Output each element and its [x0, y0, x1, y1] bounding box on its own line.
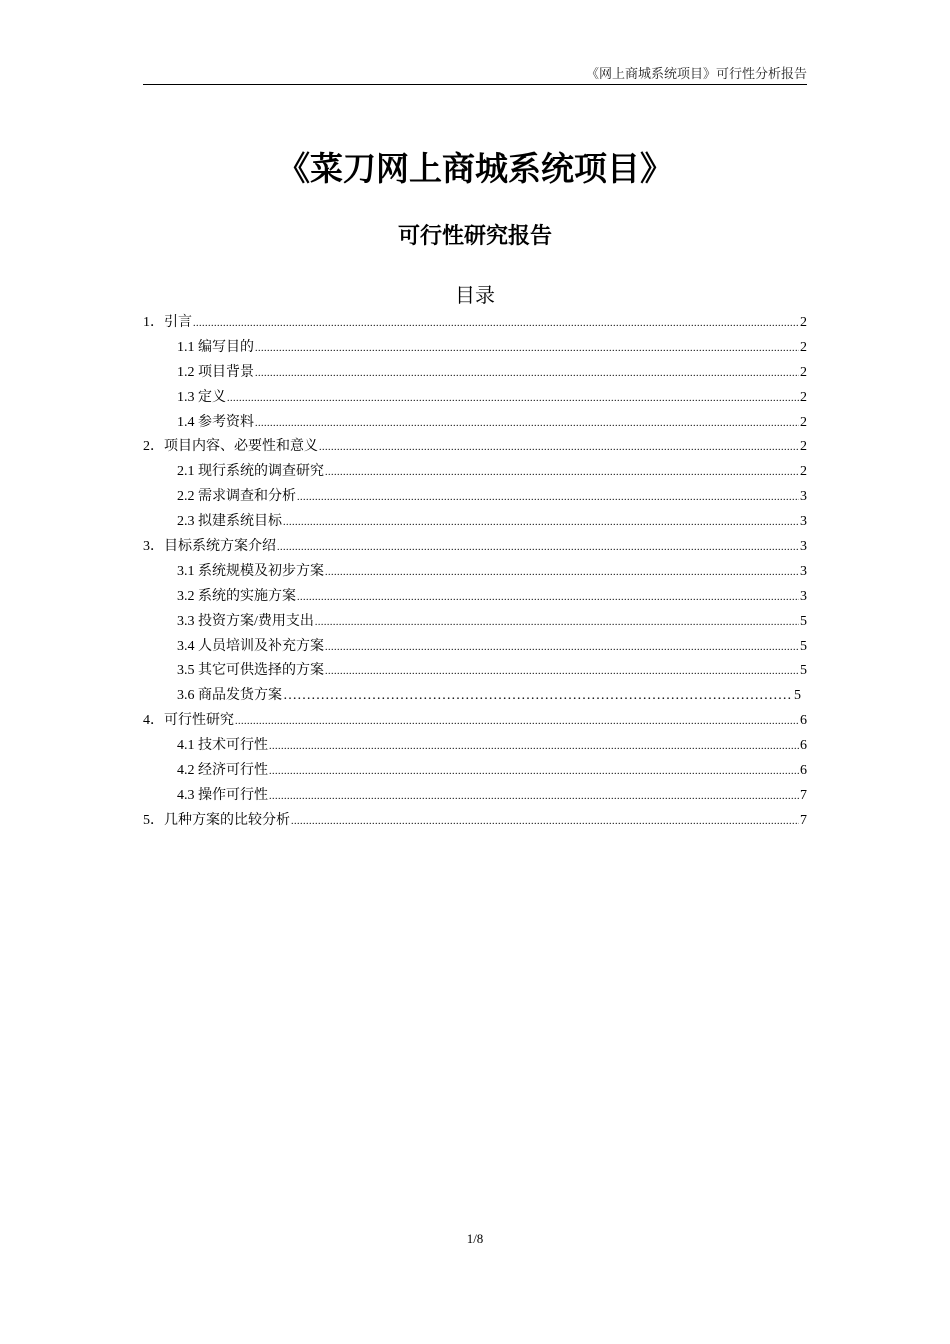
- toc-entry-page: 2: [800, 364, 807, 380]
- toc-entry-2-1[interactable]: [143, 460, 807, 485]
- toc-entry-label: 4.1 技术可行性: [177, 738, 268, 754]
- toc-entry-page: 5: [800, 663, 807, 679]
- toc-leader-dots: [297, 486, 799, 511]
- toc-entry-label: 4.2 经济可行性: [177, 763, 268, 779]
- toc-leader-dots: [325, 660, 799, 685]
- toc-entry-label: 1.4 参考资料: [177, 414, 254, 430]
- toc-entry-1-2[interactable]: [143, 361, 807, 386]
- toc-entry-label: 3.1 系统规模及初步方案: [177, 563, 324, 579]
- toc-entry-page: 2: [800, 439, 807, 455]
- toc-entry-2-3[interactable]: [143, 510, 807, 535]
- toc-entry-2[interactable]: [143, 435, 807, 460]
- toc-leader-dots: [325, 561, 799, 586]
- toc-entry-label: 3.5 其它可供选择的方案: [177, 663, 324, 679]
- toc-entry-page: 7: [800, 812, 807, 828]
- toc-leader-dots: [277, 536, 799, 561]
- toc-leader-dots: [255, 412, 799, 437]
- toc-entry-page: 6: [800, 738, 807, 754]
- toc-leader-dots: [235, 710, 799, 735]
- toc-entry-label: 1.1 编写目的: [177, 339, 254, 355]
- toc-leader-dots: [269, 760, 799, 785]
- toc-entry-1-4[interactable]: [143, 411, 807, 436]
- toc-leader-dots: [325, 636, 799, 661]
- toc-entry-label: 4．可行性研究: [143, 713, 234, 729]
- toc-leader-dots: [227, 387, 799, 412]
- toc-entry-page: 2: [800, 339, 807, 355]
- toc-leader-dots: [283, 511, 799, 536]
- toc-entry-label: 3．目标系统方案介绍: [143, 539, 276, 555]
- toc-leader-dots: [255, 337, 799, 362]
- toc-leader-dots: [269, 785, 799, 810]
- toc-entry-page: 5: [794, 688, 801, 704]
- toc-leader-dots: [315, 611, 799, 636]
- toc-leader-dots: [283, 684, 793, 709]
- toc-entry-label: 1.3 定义: [177, 389, 226, 405]
- toc-entry-page: 2: [800, 315, 807, 330]
- running-header: 《网上商城系统项目》可行性分析报告: [585, 66, 807, 81]
- toc-entry-5[interactable]: [143, 809, 807, 834]
- toc-entry-label: 2.3 拟建系统目标: [177, 514, 282, 530]
- toc-entry-label: 5．几种方案的比较分析: [143, 812, 290, 828]
- toc-entry-page: 3: [800, 539, 807, 555]
- toc-entry-3-5[interactable]: [143, 659, 807, 684]
- toc-entry-4-3[interactable]: [143, 784, 807, 809]
- toc-entry-page: 6: [800, 763, 807, 779]
- page-number: 1/8: [466, 1231, 484, 1246]
- toc-entry-page: 3: [800, 563, 807, 579]
- document-subtitle: 可行性研究报告: [397, 224, 552, 249]
- toc-entry-4[interactable]: [143, 709, 807, 734]
- toc-entry-page: 2: [800, 414, 807, 430]
- toc-heading: 目录: [455, 283, 495, 307]
- toc-entry-page: 5: [800, 638, 807, 654]
- toc-entry-3-4[interactable]: [143, 635, 807, 660]
- toc-entry-page: 3: [800, 489, 807, 505]
- toc-entry-1[interactable]: [143, 311, 807, 336]
- toc-leader-dots: [193, 312, 799, 337]
- toc-entry-page: 6: [800, 713, 807, 729]
- toc-entry-3-6[interactable]: [143, 684, 801, 709]
- toc-entry-label: 3.3 投资方案/费用支出: [177, 613, 314, 629]
- toc-leader-dots: [269, 735, 799, 760]
- toc-entry-3-1[interactable]: [143, 560, 807, 585]
- toc-entry-page: 3: [800, 588, 807, 604]
- toc-leader-dots: [325, 461, 799, 486]
- toc-entry-label: 2．项目内容、必要性和意义: [143, 439, 318, 455]
- header-divider: [143, 84, 807, 85]
- table-of-contents: [143, 311, 807, 834]
- toc-entry-label: 4.3 操作可行性: [177, 787, 268, 803]
- toc-leader-dots: [255, 362, 799, 387]
- toc-entry-1-3[interactable]: [143, 386, 807, 411]
- toc-entry-page: 3: [800, 514, 807, 530]
- toc-entry-label: 1．引言: [143, 315, 192, 330]
- toc-entry-page: 7: [800, 787, 807, 803]
- document-title: 《菜刀网上商城系统项目》: [277, 149, 673, 188]
- toc-entry-4-2[interactable]: [143, 759, 807, 784]
- toc-entry-page: 2: [800, 464, 807, 480]
- toc-entry-3-3[interactable]: [143, 610, 807, 635]
- toc-entry-page: 5: [800, 613, 807, 629]
- toc-leader-dots: [291, 810, 799, 835]
- toc-entry-2-2[interactable]: [143, 485, 807, 510]
- toc-leader-dots: [297, 586, 799, 611]
- toc-entry-label: 3.2 系统的实施方案: [177, 588, 296, 604]
- toc-entry-label: 3.4 人员培训及补充方案: [177, 638, 324, 654]
- toc-entry-label: 2.2 需求调查和分析: [177, 489, 296, 505]
- toc-entry-label: 1.2 项目背景: [177, 364, 254, 380]
- toc-entry-label: 2.1 现行系统的调查研究: [177, 464, 324, 480]
- toc-leader-dots: [319, 436, 799, 461]
- toc-entry-4-1[interactable]: [143, 734, 807, 759]
- toc-entry-label: 3.6 商品发货方案: [177, 688, 282, 704]
- toc-entry-3-2[interactable]: [143, 585, 807, 610]
- toc-entry-1-1[interactable]: [143, 336, 807, 361]
- toc-entry-page: 2: [800, 389, 807, 405]
- toc-entry-3[interactable]: [143, 535, 807, 560]
